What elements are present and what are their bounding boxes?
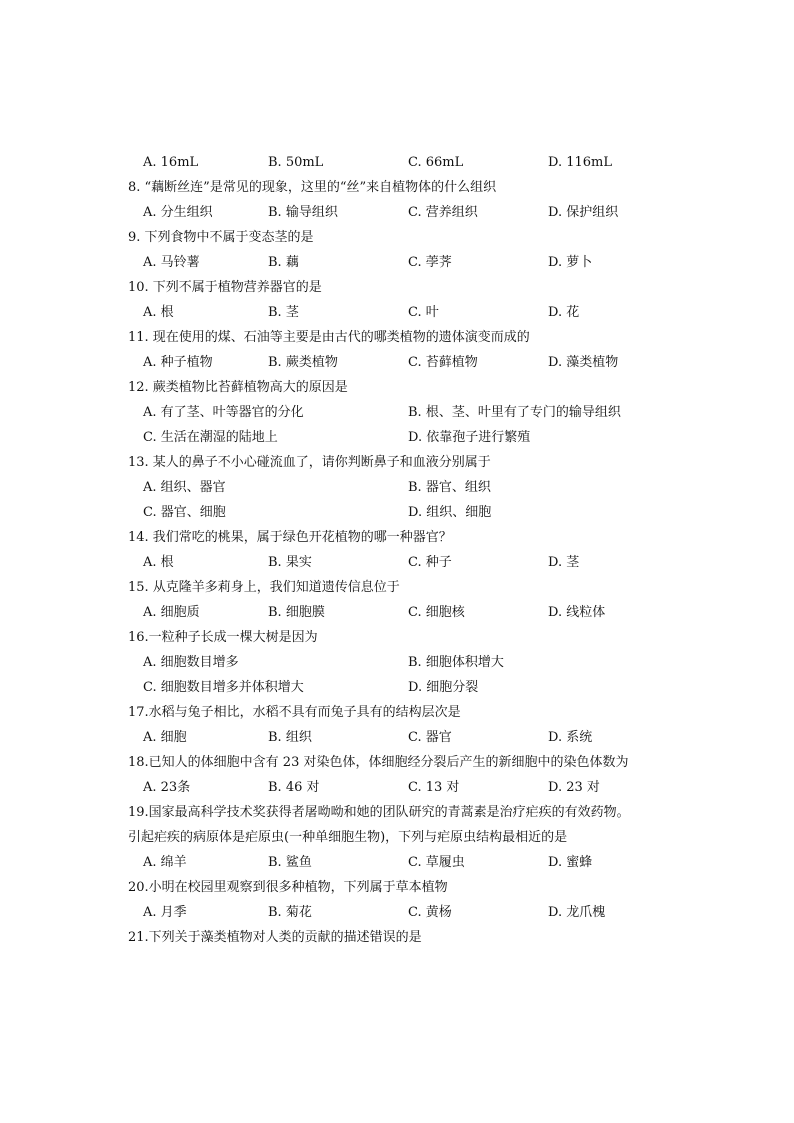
question-line bbox=[0, 802, 794, 824]
question-line bbox=[0, 327, 794, 349]
options-row bbox=[0, 902, 794, 924]
question-text: 12. 蕨类植物比苔藓植物高大的原因是 bbox=[128, 380, 348, 395]
option-b: B. 组织 bbox=[268, 730, 312, 745]
question-text: 14. 我们常吃的桃果，属于绿色开花植物的哪一种器官？ bbox=[128, 530, 452, 545]
question-text: 19.国家最高科学技术奖获得者屠呦呦和她的团队研究的青蒿素是治疗疟疾的有效药物。 bbox=[128, 805, 630, 820]
option-a: A. 绵羊 bbox=[143, 855, 187, 870]
question-text: 10. 下列不属于植物营养器官的是 bbox=[128, 280, 322, 295]
option-a: A. 有了茎、叶等器官的分化 bbox=[143, 405, 304, 420]
question-line bbox=[0, 227, 794, 249]
question-text: 13. 某人的鼻子不小心碰流血了，请你判断鼻子和血液分别属于 bbox=[128, 455, 491, 470]
option-d: D. 系统 bbox=[548, 730, 593, 745]
option-b: B. 菊花 bbox=[268, 905, 312, 920]
question-line bbox=[0, 627, 794, 649]
option-c: C. 生活在潮湿的陆地上 bbox=[143, 430, 278, 445]
options-row bbox=[0, 477, 794, 499]
option-d: D. 保护组织 bbox=[548, 205, 619, 220]
question-text: 15. 从克隆羊多莉身上，我们知道遗传信息位于 bbox=[128, 580, 400, 595]
option-d: D. 116mL bbox=[548, 155, 612, 170]
option-a: A. 月季 bbox=[143, 905, 187, 920]
options-row bbox=[0, 402, 794, 424]
options-row bbox=[0, 777, 794, 799]
option-d: D. 萝卜 bbox=[548, 255, 593, 270]
option-a: A. 细胞质 bbox=[143, 605, 200, 620]
question-text: 11. 现在使用的煤、石油等主要是由古代的哪类植物的遗体演变而成的 bbox=[128, 330, 530, 345]
option-b: B. 藕 bbox=[268, 255, 299, 270]
option-c: C. 草履虫 bbox=[408, 855, 465, 870]
option-d: D. 组织、细胞 bbox=[408, 505, 492, 520]
option-b: B. 果实 bbox=[268, 555, 312, 570]
option-c: C. 器官 bbox=[408, 730, 452, 745]
option-d: D. 龙爪槐 bbox=[548, 905, 606, 920]
option-d: D. 蜜蜂 bbox=[548, 855, 593, 870]
option-b: B. 鲨鱼 bbox=[268, 855, 312, 870]
question-line bbox=[0, 927, 794, 949]
option-b: B. 输导组织 bbox=[268, 205, 338, 220]
option-c: C. 荸荠 bbox=[408, 255, 452, 270]
option-a: A. 马铃薯 bbox=[143, 255, 200, 270]
question-text: 8. “藕断丝连”是常见的现象，这里的“丝”来自植物体的什么组织 bbox=[128, 180, 497, 195]
option-c: C. 黄杨 bbox=[408, 905, 452, 920]
options-row bbox=[0, 602, 794, 624]
option-b: B. 细胞体积增大 bbox=[408, 655, 504, 670]
option-c: C. 器官、细胞 bbox=[143, 505, 226, 520]
options-row bbox=[0, 502, 794, 524]
option-c: C. 13 对 bbox=[408, 780, 460, 795]
option-d: D. 藻类植物 bbox=[548, 355, 619, 370]
options-row bbox=[0, 852, 794, 874]
option-a: A. 根 bbox=[143, 305, 174, 320]
option-c: C. 营养组织 bbox=[408, 205, 478, 220]
option-a: A. 16mL bbox=[143, 155, 199, 170]
option-c: C. 细胞核 bbox=[408, 605, 465, 620]
options-row bbox=[0, 302, 794, 324]
options-row bbox=[0, 252, 794, 274]
option-d: D. 茎 bbox=[548, 555, 580, 570]
option-b: B. 细胞膜 bbox=[268, 605, 325, 620]
options-row bbox=[0, 727, 794, 749]
question-text: 9. 下列食物中不属于变态茎的是 bbox=[128, 230, 314, 245]
options-row bbox=[0, 677, 794, 699]
question-line bbox=[0, 527, 794, 549]
option-b: B. 50mL bbox=[268, 155, 324, 170]
options-row bbox=[0, 352, 794, 374]
option-d: D. 23 对 bbox=[548, 780, 600, 795]
question-line bbox=[0, 377, 794, 399]
option-d: D. 花 bbox=[548, 305, 580, 320]
question-text: 引起疟疾的病原体是疟原虫(一种单细胞生物)，下列与疟原虫结构最相近的是 bbox=[128, 830, 568, 845]
option-a: A. 种子植物 bbox=[143, 355, 213, 370]
options-row bbox=[0, 152, 794, 174]
option-b: B. 茎 bbox=[268, 305, 299, 320]
question-line bbox=[0, 277, 794, 299]
option-a: A. 细胞数目增多 bbox=[143, 655, 239, 670]
option-d: D. 线粒体 bbox=[548, 605, 606, 620]
options-row bbox=[0, 202, 794, 224]
option-c: C. 苔藓植物 bbox=[408, 355, 478, 370]
question-line bbox=[0, 702, 794, 724]
question-text: 17.水稻与兔子相比，水稻不具有而兔子具有的结构层次是 bbox=[128, 705, 461, 720]
option-a: A. 根 bbox=[143, 555, 174, 570]
question-line bbox=[0, 577, 794, 599]
option-a: A. 23条 bbox=[143, 780, 191, 795]
question-line-continued bbox=[0, 827, 794, 849]
option-c: C. 叶 bbox=[408, 305, 439, 320]
question-line bbox=[0, 752, 794, 774]
question-text: 18.已知人的体细胞中含有 23 对染色体，体细胞经分裂后产生的新细胞中的染色体数为 bbox=[128, 755, 629, 770]
option-a: A. 分生组织 bbox=[143, 205, 213, 220]
question-line bbox=[0, 877, 794, 899]
option-b: B. 根、茎、叶里有了专门的输导组织 bbox=[408, 405, 621, 420]
question-text: 16.一粒种子长成一棵大树是因为 bbox=[128, 630, 318, 645]
option-a: A. 组织、器官 bbox=[143, 480, 226, 495]
question-text: 20.小明在校园里观察到很多种植物，下列属于草本植物 bbox=[128, 880, 448, 895]
option-c: C. 种子 bbox=[408, 555, 452, 570]
options-row bbox=[0, 652, 794, 674]
option-b: B. 蕨类植物 bbox=[268, 355, 338, 370]
option-d: D. 细胞分裂 bbox=[408, 680, 479, 695]
option-c: C. 细胞数目增多并体积增大 bbox=[143, 680, 304, 695]
option-b: B. 器官、组织 bbox=[408, 480, 491, 495]
question-line bbox=[0, 452, 794, 474]
options-row bbox=[0, 427, 794, 449]
question-line bbox=[0, 177, 794, 199]
option-a: A. 细胞 bbox=[143, 730, 187, 745]
option-b: B. 46 对 bbox=[268, 780, 320, 795]
question-text: 21.下列关于藻类植物对人类的贡献的描述错误的是 bbox=[128, 930, 422, 945]
option-d: D. 依靠孢子进行繁殖 bbox=[408, 430, 531, 445]
option-c: C. 66mL bbox=[408, 155, 464, 170]
options-row bbox=[0, 552, 794, 574]
